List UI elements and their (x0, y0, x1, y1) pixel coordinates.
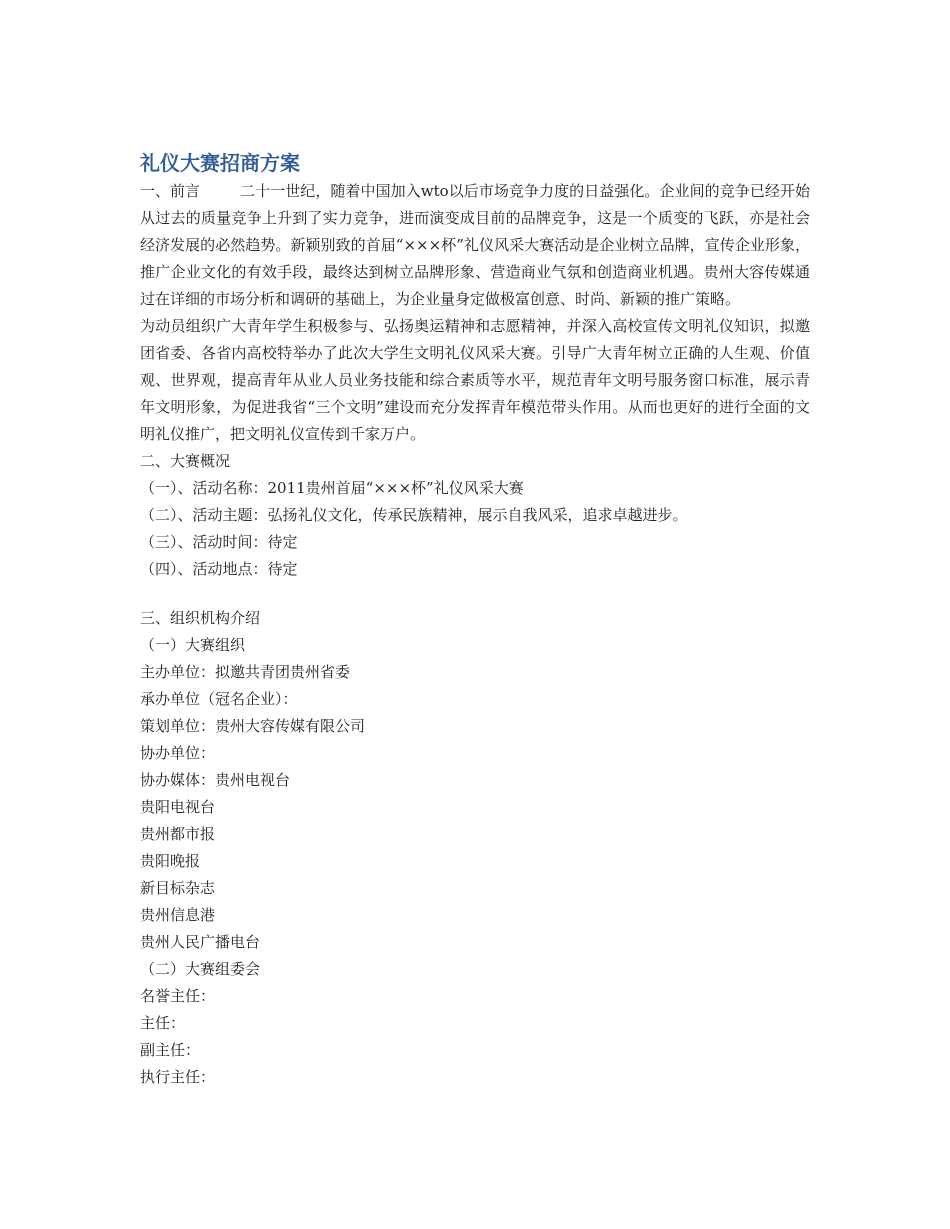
document-title: 礼仪大赛招商方案 (140, 151, 300, 175)
intro-heading: 一、前言 (140, 182, 201, 200)
purpose-paragraph: 为动员组织广大青年学生积极参与、弘扬奥运精神和志愿精神，并深入高校宣传文明礼仪知识，拟邀团省委、各省内高校特举办了此次大学生文明礼仪风采大赛。引导广大青年树立正确的人生观、价值观、世界观，提高青年从业人员业务技能和综合素质等水平，规范青年文明号服务窗口标准，展示青年文明形象，为促进我省“三个文明”建设而充分发挥青年模范带头作用。从而也更好的进行全面的文明礼仪推广，把文明礼仪宣传到千家万户。 (140, 317, 810, 443)
section2-item-venue: （四）、活动地点：待定 (140, 560, 298, 578)
media-item: 贵州人民广播电台 (140, 933, 261, 951)
committee-deputy-director: 副主任： (140, 1041, 201, 1059)
committee-director: 主任： (140, 1014, 186, 1032)
media-item: 贵州都市报 (140, 825, 216, 843)
org-co-organizer: 协办单位： (140, 744, 216, 762)
media-item: 贵阳电视台 (140, 798, 216, 816)
section2-item-time: （三）、活动时间：待定 (140, 533, 298, 551)
media-item: 贵州信息港 (140, 906, 216, 924)
blank-line (140, 583, 810, 605)
org-host: 主办单位：拟邀共青团贵州省委 (140, 663, 351, 681)
committee-executive-director: 执行主任： (140, 1068, 216, 1086)
org-media: 协办媒体：贵州电视台 (140, 771, 291, 789)
org-organizer: 承办单位（冠名企业）： (140, 690, 298, 708)
intro-paragraph (140, 178, 810, 313)
section2-heading: 二、大赛概况 (140, 452, 231, 470)
section3-heading: 三、组织机构介绍 (140, 609, 261, 627)
section2-item-theme: （二）、活动主题：弘扬礼仪文化，传承民族精神，展示自我风采，追求卓越进步。 (140, 506, 688, 524)
intro-text: 二十一世纪，随着中国加入wto以后市场竞争力度的日益强化。企业间的竞争已经开始从过去的质量竞争上升到了实力竞争，进而演变成目前的品牌竞争，这是一个质变的飞跃，亦是社会经济发展的必然趋势。新颖别致的首届“×××杯”礼仪风采大赛活动是企业树立品牌，宣传企业形象，推广企业文化的有效手段，最终达到树立品牌形象、营造商业气氛和创造商业机遇。贵州大容传媒通过在详细的市场分析和调研的基础上，为企业量身定做极富创意、时尚、新颖的推广策略。 (140, 182, 810, 308)
org-subheading: （一）大赛组织 (140, 636, 246, 654)
org-planner: 策划单位：贵州大容传媒有限公司 (140, 717, 366, 735)
document-page (140, 148, 810, 1091)
section2-item-name: （一）、活动名称：2011贵州首届“×××杯”礼仪风采大赛 (140, 479, 524, 497)
committee-subheading: （二）大赛组委会 (140, 960, 261, 978)
committee-honorary-director: 名誉主任： (140, 987, 216, 1005)
media-item: 新目标杂志 (140, 879, 216, 897)
media-item: 贵阳晚报 (140, 852, 201, 870)
